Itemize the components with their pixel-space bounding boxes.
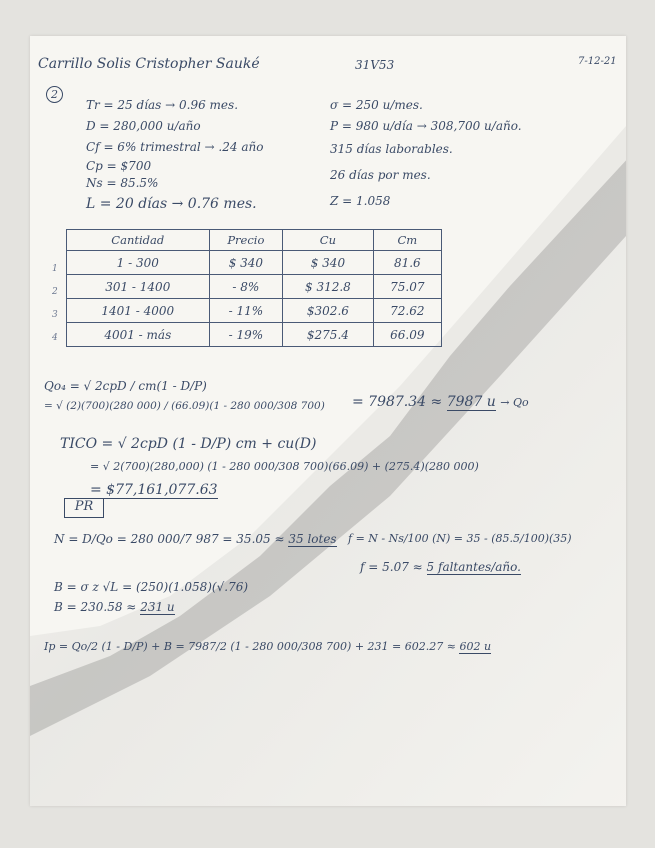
b-line (54, 600, 175, 614)
qo-rounded: 7987 u (446, 394, 496, 410)
qo-result-line (352, 394, 529, 410)
table-cell: - 8% (209, 275, 283, 299)
row-mark-3: 3 (52, 310, 58, 320)
table-header-row (67, 230, 442, 251)
given-ns: Ns = 85.5% (86, 176, 159, 190)
tico-result-line (90, 482, 218, 498)
problem-number: 2 (46, 86, 63, 103)
given-l: L = 20 días → 0.76 mes. (86, 196, 257, 212)
table-cell: $ 340 (283, 251, 373, 275)
table-row (67, 251, 442, 275)
table-cell: 1401 - 4000 (67, 299, 210, 323)
table-cell: $302.6 (283, 299, 373, 323)
given-cp: Cp = $700 (86, 159, 152, 173)
table-cell: 4001 - más (67, 323, 210, 347)
b-value: 231 u (140, 600, 175, 614)
tico-substitution: = √ 2(700)(280,000) (1 - 280 000/308 700)(66.09) + (275.4)(280 000) (90, 460, 479, 473)
b-expression: B = σ z √L = (250)(1.058)(√.76) (54, 580, 249, 594)
qo-result: = 7987.34 ≈ (352, 394, 443, 410)
col-header: Precio (209, 230, 283, 251)
ip-line (44, 640, 491, 653)
pr-label: PR (74, 499, 94, 514)
b-value-expression: B = 230.58 ≈ (54, 600, 137, 614)
row-mark-2: 2 (52, 287, 58, 297)
given-sigma: σ = 250 u/mes. (330, 98, 423, 112)
ip-value: 602 u (459, 640, 492, 653)
table-cell: 66.09 (373, 323, 441, 347)
table-cell: 75.07 (373, 275, 441, 299)
given-tr: Tr = 25 días → 0.96 mes. (86, 98, 239, 112)
table-row (67, 299, 442, 323)
f-expression: f = N - Ns/100 (N) = 35 - (85.5/100)(35) (348, 532, 572, 545)
table-row (67, 323, 442, 347)
col-header: Cantidad (67, 230, 210, 251)
row-mark-1: 1 (52, 264, 58, 274)
row-mark-4: 4 (52, 333, 58, 343)
given-d: D = 280,000 u/año (86, 119, 201, 133)
given-p: P = 980 u/día → 308,700 u/año. (330, 119, 522, 133)
n-value: 35 lotes (288, 532, 337, 546)
notebook-page (30, 36, 626, 806)
n-expression: N = D/Qo = 280 000/7 987 = 35.05 ≈ (54, 532, 285, 546)
given-work-days: 315 días laborables. (330, 142, 453, 156)
ip-expression: Ip = Qo/2 (1 - D/P) + B = 7987/2 (1 - 280 000/308 700) + 231 = 602.27 ≈ (44, 640, 456, 653)
table-cell: 72.62 (373, 299, 441, 323)
tico-formula: TICO = √ 2cpD (1 - D/P) cm + cu(D) (60, 436, 317, 452)
table-cell: $ 312.8 (283, 275, 373, 299)
qo-substitution: = √ (2)(700)(280 000) / (66.09)(1 - 280 000/308 700) (44, 400, 325, 412)
table-row (67, 275, 442, 299)
student-name: Carrillo Solis Cristopher Sauké (38, 56, 260, 72)
given-z: Z = 1.058 (330, 194, 391, 208)
table-cell: $275.4 (283, 323, 373, 347)
group-code: 31V53 (355, 58, 395, 72)
table-cell: $ 340 (209, 251, 283, 275)
table-cell: 301 - 1400 (67, 275, 210, 299)
n-line (54, 532, 337, 546)
given-cf: Cf = 6% trimestral → .24 año (86, 140, 264, 154)
table-cell: - 11% (209, 299, 283, 323)
col-header: Cm (373, 230, 441, 251)
f-line (360, 560, 521, 574)
qo-formula: Qo₄ = √ 2cpD / cm(1 - D/P) (44, 379, 207, 393)
pr-box (64, 498, 104, 518)
table-cell: 81.6 (373, 251, 441, 275)
given-days-month: 26 días por mes. (330, 168, 431, 182)
f-value: 5 faltantes/año. (426, 560, 521, 574)
qo-arrow: → Qo (500, 396, 529, 409)
tico-result: = $77,161,077.63 (90, 482, 218, 498)
date: 7-12-21 (578, 56, 617, 67)
f-value-expression: f = 5.07 ≈ (360, 560, 423, 574)
table-cell: 1 - 300 (67, 251, 210, 275)
col-header: Cu (283, 230, 373, 251)
table-cell: - 19% (209, 323, 283, 347)
quantity-discount-table (66, 229, 442, 347)
